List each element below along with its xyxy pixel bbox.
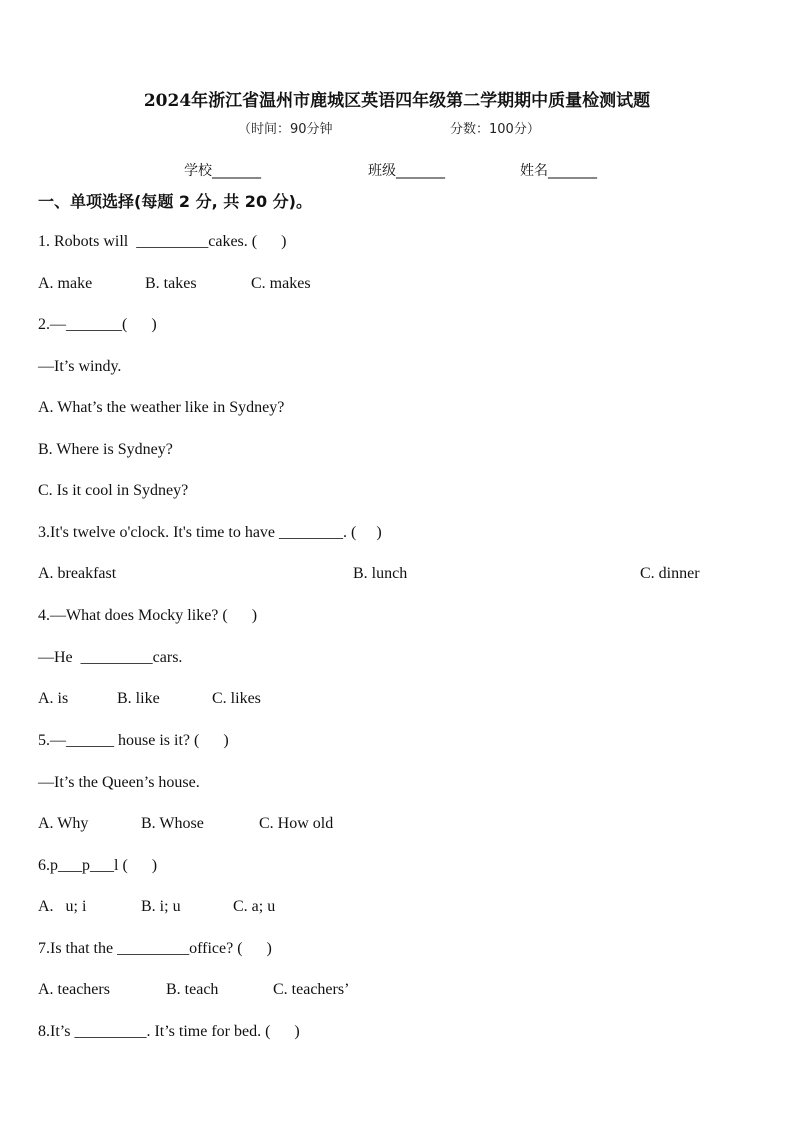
class-field: 班级_______ [368, 163, 445, 179]
time-limit: （时间：90分钟 [238, 122, 333, 137]
name-field: 姓名_______ [520, 163, 597, 179]
q3-option-c: C. dinner [640, 565, 700, 582]
q4-option-b: B. like [117, 690, 160, 707]
question-4: 4.—What does Mocky like? ( ) [38, 607, 258, 624]
q2-option-c: C. Is it cool in Sydney? [38, 482, 189, 499]
school-field: 学校_______ [184, 163, 261, 179]
question-7: 7.Is that the _________office? ( ) [38, 940, 272, 957]
q4-option-a: A. is [38, 690, 69, 707]
q3-option-b: B. lunch [353, 565, 408, 582]
q2-answer-line: —It’s windy. [38, 358, 122, 375]
q1-option-c: C. makes [251, 275, 311, 292]
q7-option-a: A. teachers [38, 981, 110, 998]
q2-option-b: B. Where is Sydney? [38, 441, 173, 458]
q4-answer-line: —He _________cars. [38, 649, 183, 666]
q5-option-c: C. How old [259, 815, 334, 832]
section-heading: 一、单项选择(每题 2 分, 共 20 分)。 [38, 192, 312, 211]
question-1: 1. Robots will _________cakes. ( ) [38, 233, 287, 250]
exam-title: 2024年浙江省温州市鹿城区英语四年级第二学期期中质量检测试题 [143, 91, 651, 111]
q1-option-a: A. make [38, 275, 93, 292]
q4-option-c: C. likes [212, 690, 261, 707]
question-3: 3.It's twelve o'clock. It's time to have ________. ( ) [38, 524, 382, 541]
q1-option-b: B. takes [145, 275, 197, 292]
q5-option-b: B. Whose [141, 815, 204, 832]
q6-option-b: B. i; u [141, 898, 181, 915]
q2-option-a: A. What’s the weather like in Sydney? [38, 399, 285, 416]
q6-option-a: A. u; i [38, 898, 87, 915]
question-6: 6.p___p___l ( ) [38, 857, 158, 874]
q7-option-c: C. teachers’ [273, 981, 350, 998]
q5-option-a: A. Why [38, 815, 89, 832]
q7-option-b: B. teach [166, 981, 219, 998]
q6-option-c: C. a; u [233, 898, 276, 915]
q3-option-a: A. breakfast [38, 565, 117, 582]
question-8: 8.It’s _________. It’s time for bed. ( ) [38, 1023, 300, 1040]
total-score: 分数：100分） [450, 122, 540, 137]
q5-answer-line: —It’s the Queen’s house. [38, 774, 200, 791]
question-2: 2.—_______( ) [38, 316, 157, 333]
question-5: 5.—______ house is it? ( ) [38, 732, 229, 749]
